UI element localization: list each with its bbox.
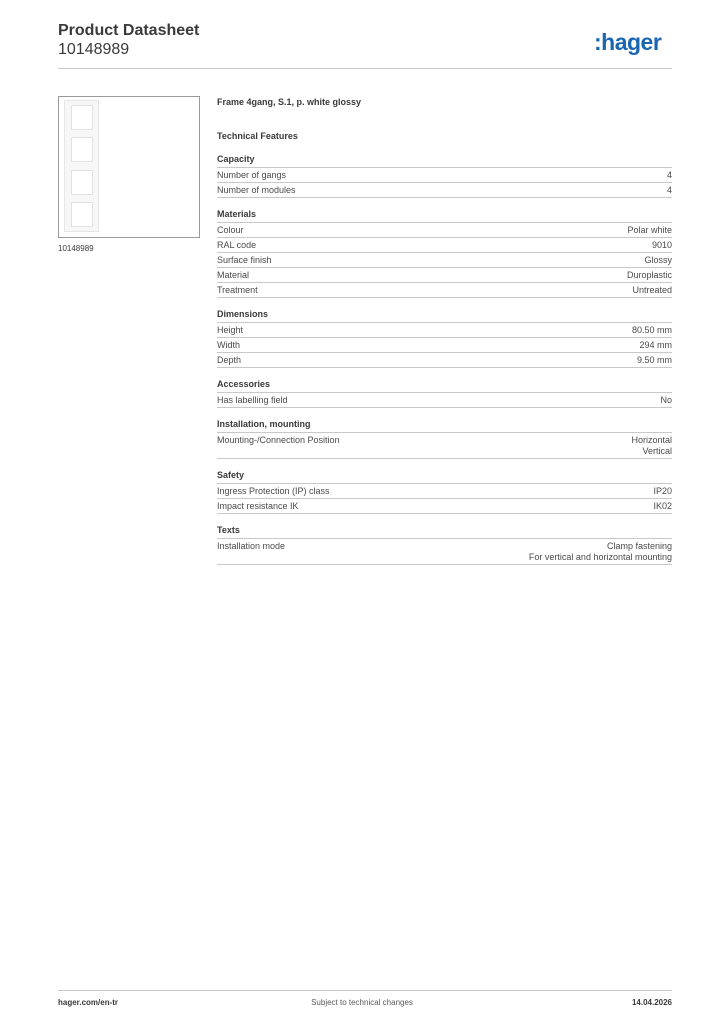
spec-row (217, 338, 672, 353)
spec-label: RAL code (217, 240, 257, 250)
spec-section (217, 154, 672, 198)
spec-value: Untreated (632, 285, 672, 295)
article-number: 10148989 (58, 41, 130, 58)
spec-value: Horizontal Vertical (631, 435, 672, 456)
spec-row (217, 223, 672, 238)
spec-value: Polar white (627, 225, 672, 235)
spec-label: Mounting-/Connection Position (217, 435, 340, 445)
spec-value: Clamp fastening For vertical and horizontal mounting (528, 541, 672, 562)
spec-label: Width (217, 340, 241, 350)
frame-gang-4 (71, 202, 93, 227)
product-name: Frame 4gang, S.1, p. white glossy (217, 97, 362, 107)
frame-gang-2 (71, 137, 93, 162)
footer-date: 14.04.2026 (631, 998, 672, 1007)
document-header (58, 22, 199, 59)
frame-illustration (64, 100, 99, 232)
frame-gang-3 (71, 170, 93, 195)
section-title: Dimensions (217, 309, 672, 323)
spec-value: 4 (666, 170, 672, 180)
frame-gang-1 (71, 105, 93, 130)
spec-label: Ingress Protection (IP) class (217, 486, 330, 496)
spec-label: Surface finish (217, 255, 272, 265)
spec-label: Material (217, 270, 250, 280)
spec-row (217, 283, 672, 298)
footer-disclaimer: Subject to technical changes (311, 998, 413, 1007)
section-title: Materials (217, 209, 672, 223)
hager-logo: :hager (594, 29, 662, 55)
spec-value: Glossy (644, 255, 672, 265)
spec-row (217, 353, 672, 368)
datasheet-content (217, 95, 672, 565)
spec-label: Number of gangs (217, 170, 287, 180)
footer-divider (58, 990, 672, 991)
section-title: Capacity (217, 154, 672, 168)
product-image (58, 96, 200, 238)
spec-row (217, 268, 672, 283)
spec-section (217, 525, 672, 565)
spec-value: IK02 (653, 501, 672, 511)
spec-label: Height (217, 325, 244, 335)
spec-section (217, 309, 672, 368)
section-title: Texts (217, 525, 672, 539)
spec-row (217, 238, 672, 253)
spec-label: Treatment (217, 285, 258, 295)
spec-value: 294 mm (639, 340, 672, 350)
spec-row (217, 433, 672, 459)
features-heading: Technical Features (217, 131, 298, 141)
header-divider (58, 68, 672, 69)
spec-row (217, 539, 672, 565)
footer-website: hager.com/en-tr (58, 998, 119, 1007)
spec-section (217, 419, 672, 459)
spec-value: Duroplastic (626, 270, 672, 280)
spec-label: Installation mode (217, 541, 286, 551)
section-title: Safety (217, 470, 672, 484)
feature-sections (217, 154, 672, 565)
spec-row (217, 183, 672, 198)
spec-section (217, 209, 672, 298)
section-title: Accessories (217, 379, 672, 393)
spec-value: 80.50 mm (631, 325, 672, 335)
spec-label: Colour (217, 225, 244, 235)
spec-row (217, 499, 672, 514)
spec-value: IP20 (653, 486, 672, 496)
spec-row (217, 253, 672, 268)
spec-value: 4 (666, 185, 672, 195)
section-title: Installation, mounting (217, 419, 672, 433)
spec-row (217, 323, 672, 338)
spec-section (217, 470, 672, 514)
spec-label: Impact resistance IK (217, 501, 299, 511)
spec-row (217, 393, 672, 408)
image-caption: 10148989 (58, 244, 94, 253)
spec-value: No (660, 395, 672, 405)
spec-value: 9010 (651, 240, 672, 250)
spec-row (217, 484, 672, 499)
spec-section (217, 379, 672, 408)
spec-row (217, 168, 672, 183)
spec-label: Number of modules (217, 185, 296, 195)
spec-value: 9.50 mm (636, 355, 672, 365)
spec-label: Has labelling field (217, 395, 288, 405)
document-title: Product Datasheet (58, 22, 200, 39)
spec-label: Depth (217, 355, 242, 365)
